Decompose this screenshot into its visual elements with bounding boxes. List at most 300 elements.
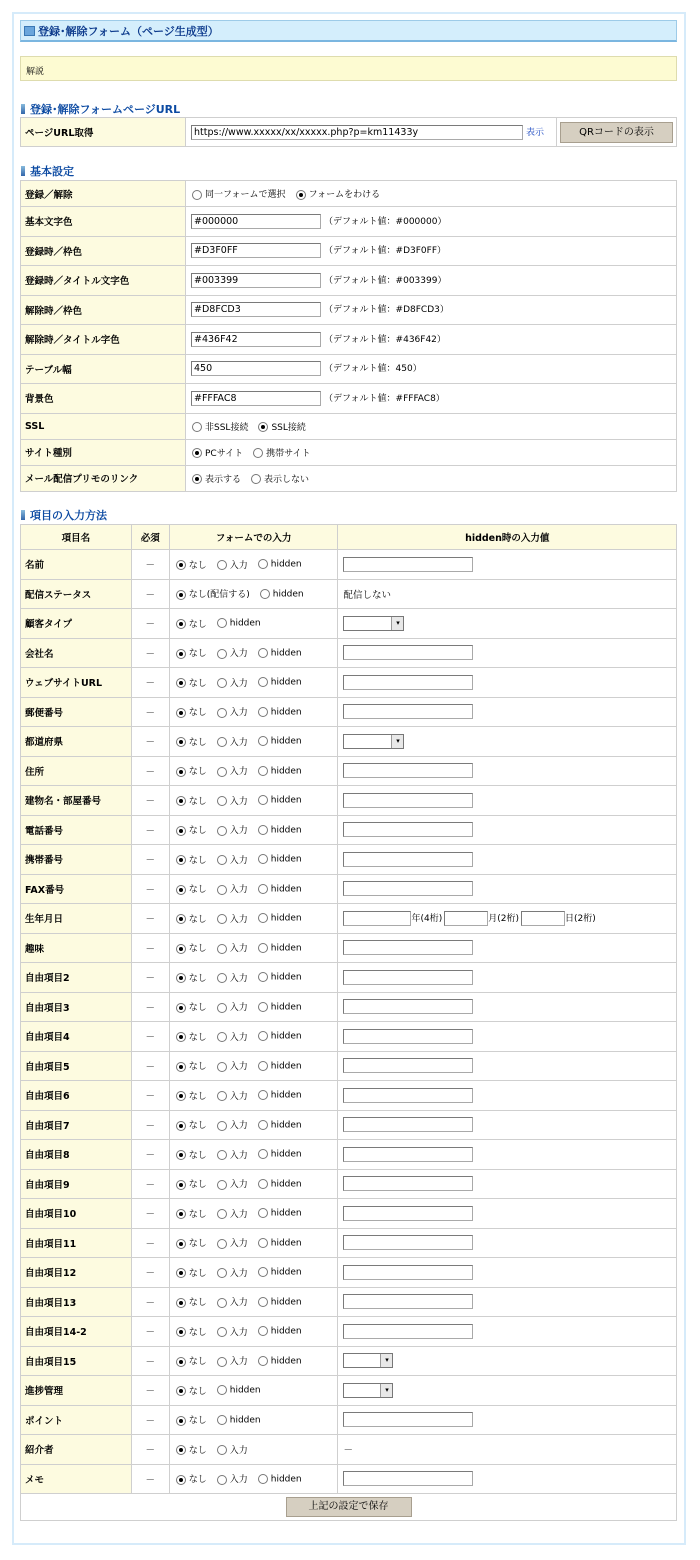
radio-icon[interactable] (258, 1031, 268, 1041)
input-method-radio[interactable] (176, 794, 207, 807)
radio-label: なし (188, 678, 207, 689)
setting-input[interactable] (191, 273, 321, 288)
table-row (21, 1169, 677, 1199)
mode-radio[interactable] (296, 187, 381, 200)
setting-label: 背景色 (21, 384, 186, 414)
radio-icon[interactable] (258, 1297, 268, 1307)
input-method-radio[interactable] (217, 1148, 248, 1161)
radio-label: なし (188, 1357, 207, 1368)
radio-label: hidden (270, 1061, 302, 1071)
radio-icon[interactable] (258, 1474, 268, 1484)
input-method-radio[interactable] (217, 1443, 248, 1456)
url-field[interactable] (191, 125, 523, 140)
hidden-value-input[interactable] (343, 940, 473, 955)
input-method-radio[interactable] (176, 1118, 207, 1131)
input-method-radio[interactable] (258, 825, 302, 836)
input-method-radio[interactable] (176, 764, 207, 777)
hidden-value-input[interactable] (343, 1412, 473, 1427)
radio-icon[interactable] (217, 1062, 227, 1072)
input-method-radio[interactable] (176, 1443, 207, 1456)
input-method-radio[interactable] (258, 1356, 302, 1367)
input-method-radio[interactable] (217, 1266, 248, 1279)
radio-icon[interactable] (258, 1120, 268, 1130)
input-method-radio[interactable] (217, 1236, 248, 1249)
radio-icon[interactable] (217, 1415, 227, 1425)
save-settings-button[interactable]: 上記の設定で保存 (286, 1497, 412, 1517)
input-method-radio[interactable] (217, 705, 248, 718)
radio-label: hidden (270, 1238, 302, 1248)
input-method-radio[interactable] (176, 882, 207, 895)
input-method-radio[interactable] (217, 941, 248, 954)
chevron-down-icon[interactable]: ▾ (380, 1384, 392, 1397)
input-method-radio[interactable] (217, 646, 248, 659)
input-method-radio[interactable] (258, 1061, 302, 1072)
input-method-radio[interactable] (217, 853, 248, 866)
radio-icon[interactable] (217, 767, 227, 777)
input-method-radio[interactable] (217, 1325, 248, 1338)
setting-label: サイト種別 (21, 439, 186, 465)
setting-input[interactable] (191, 214, 321, 229)
mode-radio[interactable] (192, 187, 286, 200)
radio-icon[interactable] (217, 1268, 227, 1278)
radio-icon[interactable] (176, 1032, 186, 1042)
hidden-value-input[interactable] (343, 704, 473, 719)
input-method-radio[interactable] (217, 1295, 248, 1308)
radio-label: hidden (270, 1297, 302, 1307)
radio-icon[interactable] (176, 1268, 186, 1278)
radio-icon[interactable] (258, 795, 268, 805)
radio-icon[interactable] (217, 944, 227, 954)
input-method-radio[interactable] (217, 558, 248, 571)
input-method-radio[interactable] (176, 1030, 207, 1043)
input-method-radio[interactable] (176, 1177, 207, 1190)
input-method-radio[interactable] (258, 854, 302, 865)
input-method-radio[interactable] (176, 941, 207, 954)
hidden-value-input[interactable] (343, 1029, 473, 1044)
input-method-radio[interactable] (176, 1236, 207, 1249)
radio-label: なし(配信する) (188, 590, 250, 601)
input-method-radio[interactable] (258, 559, 302, 570)
radio-icon[interactable] (176, 678, 186, 688)
chevron-down-icon[interactable]: ▾ (380, 1354, 392, 1367)
input-method-radio[interactable] (176, 705, 207, 718)
input-method-radio[interactable] (258, 648, 302, 659)
required-cell: － (131, 1228, 169, 1258)
setting-label: 基本文字色 (21, 207, 186, 237)
radio-icon[interactable] (217, 708, 227, 718)
radio-icon[interactable] (176, 1150, 186, 1160)
input-method-radio[interactable] (258, 1326, 302, 1337)
radio-icon[interactable] (176, 1091, 186, 1101)
radio-icon[interactable] (217, 1385, 227, 1395)
radio-label: hidden (270, 1267, 302, 1278)
radio-icon[interactable] (217, 1298, 227, 1308)
input-method-radio[interactable] (176, 558, 207, 571)
input-method-radio[interactable] (176, 1000, 207, 1013)
input-method-radio[interactable] (258, 766, 302, 777)
radio-icon[interactable] (217, 826, 227, 836)
table-row (21, 668, 677, 698)
table-row (21, 756, 677, 786)
radio-icon[interactable] (176, 1209, 186, 1219)
radio-icon[interactable] (217, 1032, 227, 1042)
input-method-radio[interactable] (176, 646, 207, 659)
input-method-radio[interactable] (217, 735, 248, 748)
radio-icon[interactable] (176, 708, 186, 718)
input-method-radio[interactable] (258, 677, 302, 688)
input-method-radio[interactable] (217, 1385, 261, 1396)
input-method-radio[interactable] (217, 676, 248, 689)
input-method-radio[interactable] (258, 795, 302, 806)
radio-icon[interactable] (217, 1091, 227, 1101)
input-method-radio[interactable] (176, 853, 207, 866)
date-input[interactable] (444, 911, 488, 926)
input-method-radio[interactable] (217, 1059, 248, 1072)
radio-label: 入力 (229, 944, 248, 955)
input-method-radio[interactable] (217, 1089, 248, 1102)
input-method-radio[interactable] (258, 972, 302, 983)
radio-icon[interactable] (176, 619, 186, 629)
required-cell: － (131, 1051, 169, 1081)
chevron-down-icon[interactable]: ▾ (391, 735, 403, 748)
radio-icon[interactable] (258, 913, 268, 923)
field-name: 携帯番号 (21, 845, 132, 875)
input-method-radio[interactable] (176, 912, 207, 925)
input-method-radio[interactable] (258, 736, 302, 747)
input-method-radio[interactable] (217, 794, 248, 807)
hidden-value-input[interactable] (343, 970, 473, 985)
input-method-radio[interactable] (176, 1207, 207, 1220)
radio-label: 入力 (229, 767, 248, 778)
input-method-radio[interactable] (258, 1090, 302, 1101)
hidden-value-select[interactable] (343, 1353, 393, 1368)
radio-icon[interactable] (176, 1121, 186, 1131)
input-method-radio[interactable] (176, 1325, 207, 1338)
input-method-radio[interactable] (176, 676, 207, 689)
hidden-value-input[interactable] (343, 822, 473, 837)
site-type-radio[interactable] (253, 446, 310, 459)
input-method-radio[interactable] (260, 589, 304, 600)
hidden-value-input[interactable] (343, 881, 473, 896)
radio-icon[interactable] (217, 1357, 227, 1367)
radio-icon[interactable] (176, 590, 186, 600)
input-method-radio[interactable] (176, 1266, 207, 1279)
radio-icon[interactable] (253, 448, 263, 458)
radio-icon[interactable] (217, 914, 227, 924)
input-method-radio[interactable] (176, 617, 207, 630)
input-method-radio[interactable] (176, 735, 207, 748)
radio-icon[interactable] (176, 855, 186, 865)
required-cell: － (131, 579, 169, 609)
radio-icon[interactable] (192, 422, 202, 432)
setting-input[interactable] (191, 391, 321, 406)
table-row (21, 1110, 677, 1140)
hidden-value-input[interactable] (343, 1176, 473, 1191)
input-method-radio[interactable] (258, 1149, 302, 1160)
field-name: 自由項目15 (21, 1346, 132, 1376)
input-method-radio[interactable] (217, 618, 261, 629)
radio-label: hidden (270, 1120, 302, 1130)
radio-label: 入力 (229, 1150, 248, 1161)
hidden-value-input[interactable] (343, 1147, 473, 1162)
input-method-radio[interactable] (176, 1059, 207, 1072)
radio-icon[interactable] (217, 1180, 227, 1190)
section-marker-icon (21, 510, 25, 520)
radio-icon[interactable] (176, 1445, 186, 1455)
radio-label: hidden (272, 589, 304, 599)
radio-icon[interactable] (217, 737, 227, 747)
radio-label: hidden (229, 1385, 261, 1396)
input-method-radio[interactable] (217, 823, 248, 836)
radio-icon[interactable] (217, 1003, 227, 1013)
radio-icon[interactable] (217, 560, 227, 570)
hidden-value-select[interactable] (343, 616, 404, 631)
setting-input[interactable] (191, 361, 321, 376)
input-method-radio[interactable] (258, 1297, 302, 1308)
radio-icon[interactable] (258, 825, 268, 835)
radio-icon[interactable] (176, 737, 186, 747)
setting-label: 解除時／タイトル字色 (21, 325, 186, 355)
radio-icon[interactable] (176, 1386, 186, 1396)
radio-icon[interactable] (176, 1062, 186, 1072)
radio-icon[interactable] (176, 649, 186, 659)
field-name: 名前 (21, 550, 132, 580)
input-method-radio[interactable] (176, 1384, 207, 1397)
radio-icon[interactable] (258, 972, 268, 982)
radio-icon[interactable] (217, 1239, 227, 1249)
radio-icon[interactable] (176, 796, 186, 806)
table-row (21, 1051, 677, 1081)
input-method-radio[interactable] (176, 1472, 207, 1485)
radio-label: hidden (270, 1208, 302, 1219)
input-method-radio[interactable] (258, 1474, 302, 1485)
radio-icon[interactable] (176, 885, 186, 895)
radio-icon[interactable] (176, 1475, 186, 1485)
radio-icon[interactable] (258, 1356, 268, 1366)
radio-label: hidden (270, 1002, 302, 1012)
radio-icon[interactable] (192, 190, 202, 200)
input-method-radio[interactable] (258, 1031, 302, 1042)
radio-icon[interactable] (260, 589, 270, 599)
radio-icon[interactable] (258, 766, 268, 776)
radio-label: なし (188, 560, 207, 571)
radio-icon[interactable] (258, 1002, 268, 1012)
hidden-value-input[interactable] (343, 1206, 473, 1221)
ssl-radio[interactable] (258, 420, 305, 433)
radio-icon[interactable] (217, 1475, 227, 1485)
input-method-radio[interactable] (258, 707, 302, 718)
radio-icon[interactable] (258, 422, 268, 432)
radio-icon[interactable] (258, 1208, 268, 1218)
radio-icon[interactable] (176, 560, 186, 570)
radio-icon[interactable] (258, 736, 268, 746)
radio-icon[interactable] (176, 1298, 186, 1308)
radio-icon[interactable] (258, 1179, 268, 1189)
hidden-value-input[interactable] (343, 1265, 473, 1280)
radio-icon[interactable] (192, 474, 202, 484)
radio-icon[interactable] (217, 1121, 227, 1131)
input-method-radio[interactable] (258, 1002, 302, 1013)
radio-icon[interactable] (176, 1239, 186, 1249)
input-method-radio[interactable] (258, 1238, 302, 1249)
hidden-value-input[interactable] (343, 1058, 473, 1073)
radio-icon[interactable] (176, 944, 186, 954)
radio-label: なし (188, 944, 207, 955)
hidden-value-input[interactable] (343, 1117, 473, 1132)
input-method-radio[interactable] (258, 1267, 302, 1278)
radio-icon[interactable] (217, 618, 227, 628)
hidden-value-input[interactable] (343, 852, 473, 867)
hidden-value-input[interactable] (343, 557, 473, 572)
hidden-value-input[interactable] (343, 793, 473, 808)
radio-icon[interactable] (176, 914, 186, 924)
input-method-radio[interactable] (217, 1118, 248, 1131)
radio-icon[interactable] (217, 885, 227, 895)
input-method-radio[interactable] (258, 943, 302, 954)
radio-icon[interactable] (176, 1416, 186, 1426)
input-method-radio[interactable] (176, 587, 250, 600)
input-method-radio[interactable] (176, 1354, 207, 1367)
link-radio[interactable] (192, 472, 241, 485)
qr-code-button[interactable]: QRコードの表示 (560, 122, 673, 143)
hidden-value-select[interactable] (343, 734, 404, 749)
radio-label: hidden (229, 1415, 261, 1425)
input-method-radio[interactable] (217, 912, 248, 925)
hidden-value-input[interactable] (343, 999, 473, 1014)
setting-input[interactable] (191, 302, 321, 317)
input-method-radio[interactable] (176, 1148, 207, 1161)
input-method-radio[interactable] (217, 1472, 248, 1485)
setting-input[interactable] (191, 332, 321, 347)
date-input[interactable] (343, 911, 411, 926)
radio-icon[interactable] (258, 1061, 268, 1071)
radio-label: 入力 (229, 973, 248, 984)
input-method-radio[interactable] (176, 823, 207, 836)
input-method-radio[interactable] (258, 1208, 302, 1219)
radio-label: なし (188, 914, 207, 925)
hidden-value-input[interactable] (343, 1471, 473, 1486)
radio-label: なし (188, 885, 207, 896)
radio-icon[interactable] (176, 1003, 186, 1013)
radio-icon[interactable] (217, 1445, 227, 1455)
radio-icon[interactable] (258, 1090, 268, 1100)
input-method-radio[interactable] (258, 884, 302, 895)
default-hint: （デフォルト値：#FFFAC8） (324, 393, 445, 404)
radio-icon[interactable] (296, 190, 306, 200)
hidden-value-input[interactable] (343, 1324, 473, 1339)
input-method-radio[interactable] (217, 1415, 261, 1426)
radio-icon[interactable] (258, 648, 268, 658)
hidden-value-select[interactable] (343, 1383, 393, 1398)
radio-icon[interactable] (258, 1149, 268, 1159)
radio-icon[interactable] (258, 1267, 268, 1277)
hidden-value-input[interactable] (343, 675, 473, 690)
radio-icon[interactable] (258, 1238, 268, 1248)
radio-icon[interactable] (258, 677, 268, 687)
input-method-radio[interactable] (217, 1030, 248, 1043)
hidden-value-input[interactable] (343, 1235, 473, 1250)
input-method-radio[interactable] (176, 1413, 207, 1426)
field-name: 自由項目5 (21, 1051, 132, 1081)
radio-icon[interactable] (217, 796, 227, 806)
radio-icon[interactable] (217, 973, 227, 983)
radio-label: 入力 (229, 826, 248, 837)
radio-icon[interactable] (217, 855, 227, 865)
input-method-radio[interactable] (176, 1295, 207, 1308)
radio-icon[interactable] (176, 1327, 186, 1337)
radio-label: 入力 (229, 796, 248, 807)
input-method-radio[interactable] (217, 971, 248, 984)
radio-icon[interactable] (258, 1326, 268, 1336)
radio-icon[interactable] (217, 678, 227, 688)
input-method-radio[interactable] (217, 764, 248, 777)
ssl-radio[interactable] (192, 420, 248, 433)
radio-icon[interactable] (192, 448, 202, 458)
input-method-radio[interactable] (217, 1207, 248, 1220)
input-method-radio[interactable] (176, 1089, 207, 1102)
required-cell: － (131, 1464, 169, 1494)
radio-label: 入力 (229, 1003, 248, 1014)
radio-icon[interactable] (217, 1150, 227, 1160)
hidden-value-input[interactable] (343, 1294, 473, 1309)
required-cell: － (131, 756, 169, 786)
input-method-radio[interactable] (258, 1120, 302, 1131)
radio-icon[interactable] (176, 973, 186, 983)
radio-icon[interactable] (217, 1209, 227, 1219)
hidden-value-input[interactable] (343, 763, 473, 778)
input-method-radio[interactable] (176, 971, 207, 984)
radio-icon[interactable] (258, 884, 268, 894)
url-section-title (21, 101, 180, 117)
setting-input[interactable] (191, 243, 321, 258)
required-cell: － (131, 697, 169, 727)
radio-icon[interactable] (258, 559, 268, 569)
table-row (21, 638, 677, 668)
radio-icon[interactable] (176, 1357, 186, 1367)
radio-icon[interactable] (258, 854, 268, 864)
radio-icon[interactable] (176, 826, 186, 836)
date-unit-label: 月(2桁) (488, 913, 519, 924)
radio-icon[interactable] (217, 649, 227, 659)
chevron-down-icon[interactable]: ▾ (391, 617, 403, 630)
hidden-value-input[interactable] (343, 1088, 473, 1103)
setting-label: 登録／解除 (21, 181, 186, 207)
radio-label: 入力 (229, 708, 248, 719)
site-type-radio[interactable] (192, 446, 243, 459)
table-row (21, 992, 677, 1022)
input-method-radio[interactable] (217, 1354, 248, 1367)
radio-label: hidden (270, 1326, 302, 1337)
input-method-radio[interactable] (258, 1179, 302, 1190)
radio-icon[interactable] (258, 943, 268, 953)
date-input[interactable] (521, 911, 565, 926)
radio-icon[interactable] (217, 1327, 227, 1337)
hidden-value-input[interactable] (343, 645, 473, 660)
radio-icon[interactable] (176, 767, 186, 777)
radio-label: 入力 (229, 855, 248, 866)
link-radio[interactable] (251, 472, 309, 485)
input-method-radio[interactable] (217, 1000, 248, 1013)
default-hint: （デフォルト値：#D3F0FF） (324, 246, 447, 257)
input-method-radio[interactable] (217, 882, 248, 895)
radio-icon[interactable] (258, 707, 268, 717)
radio-icon[interactable] (176, 1180, 186, 1190)
input-method-radio[interactable] (258, 913, 302, 924)
input-method-radio[interactable] (217, 1177, 248, 1190)
show-url-link[interactable]: 表示 (526, 127, 545, 138)
setting-label: SSL (21, 413, 186, 439)
radio-icon[interactable] (251, 474, 261, 484)
